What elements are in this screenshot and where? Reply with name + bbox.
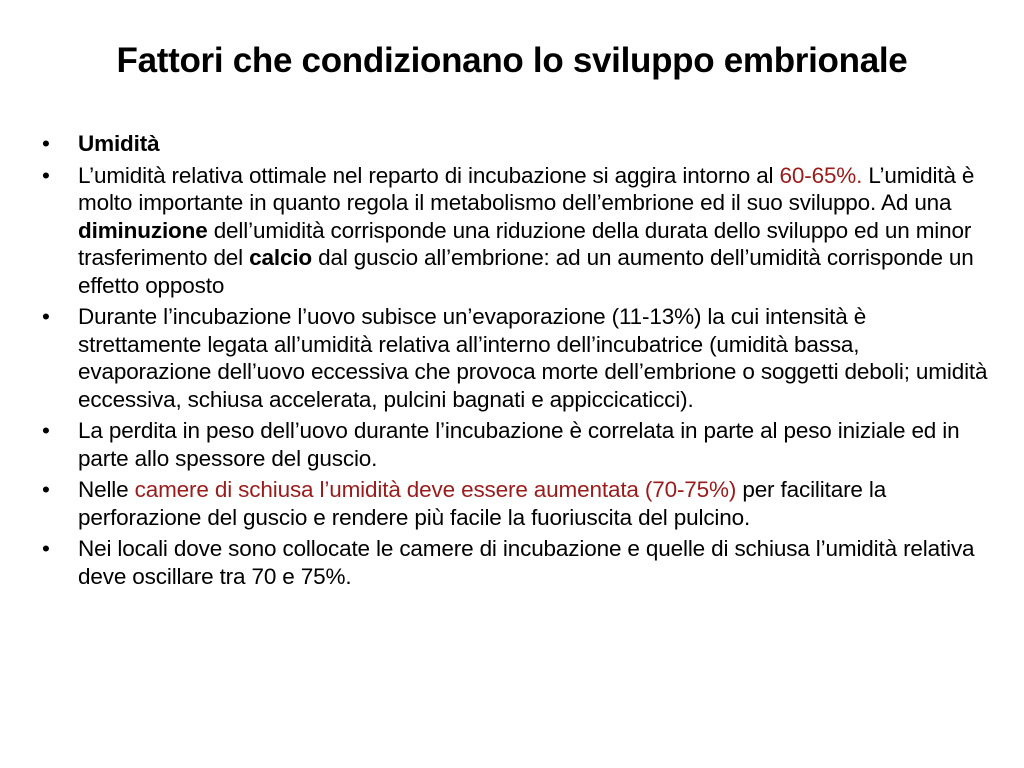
bullet-list [42, 130, 992, 594]
bullet-icon: • [42, 162, 50, 188]
bullet-text-segment: L’umidità relativa ottimale nel reparto di incubazione si aggira intorno al [78, 162, 780, 188]
bullet-icon: • [42, 477, 50, 502]
emphasized-text: diminuzione [78, 217, 208, 243]
bullet-icon: • [42, 304, 50, 329]
bullet-text-segment: dell’umidità corrisponde una riduzione della durata dello sviluppo ed un minor trasferimento del [78, 217, 972, 270]
bullet-item [42, 417, 992, 472]
bullet-item [42, 303, 992, 413]
bullet-text-segment: per facilitare la perforazione del guscio e rendere più facile la fuoriuscita del pulcino. [78, 477, 887, 530]
slide-title: Fattori che condizionano lo sviluppo embrionale [116, 41, 908, 80]
bullet-text-segment: Durante l’incubazione l’uovo subisce un’evaporazione (11-13%) la cui intensità è strettamente legata all’umidità relativa all’interno dell’incubatrice (umidità bassa, evaporazione dell’uovo eccessiva che provoca morte dell’embrione o soggetti deboli; umidità eccessiva, schiusa accelerata, pulcini bagnati e appiccicaticci). [78, 304, 988, 412]
bullet-item [42, 162, 992, 300]
bullet-icon: • [42, 536, 50, 561]
bullet-item [42, 535, 992, 590]
bullet-text-segment: dal guscio all’embrione: ad un aumento dell’umidità corrisponde un effetto opposto [78, 245, 974, 298]
highlighted-text: camere di schiusa l’umidità deve essere aumentata (70-75%) [134, 477, 737, 502]
highlighted-text: 60-65%. [779, 162, 863, 188]
bullet-item [42, 130, 992, 158]
bullet-text-segment: La perdita in peso dell’uovo durante l’incubazione è correlata in parte al peso iniziale ed in parte allo spessore del guscio. [78, 418, 960, 471]
bullet-icon: • [42, 418, 50, 443]
bullet-text-segment: L’umidità è molto importante in quanto regola il metabolismo dell’embrione ed il suo sviluppo. Ad una [78, 162, 975, 215]
emphasized-text: calcio [249, 245, 313, 270]
bullet-text-segment: Nei locali dove sono collocate le camere di incubazione e quelle di schiusa l’umidità relativa deve oscillare tra 70 e 75%. [78, 536, 975, 589]
bullet-item [42, 476, 992, 531]
bullet-text-segment: Nelle [78, 477, 135, 502]
bullet-icon: • [42, 131, 50, 156]
bullet-text-segment: Umidità [78, 131, 160, 156]
